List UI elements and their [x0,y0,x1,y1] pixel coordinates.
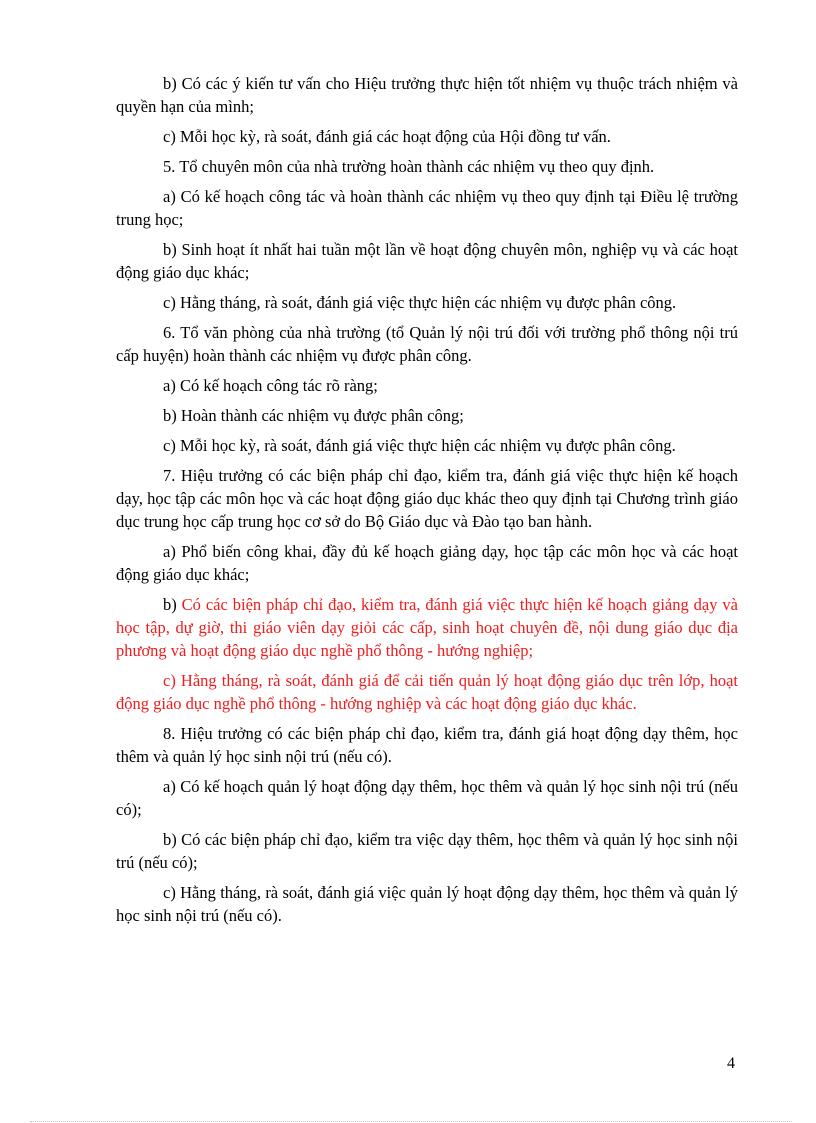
paragraph-8b: b) Có các biện pháp chỉ đạo, kiểm tra việc dạy thêm, học thêm và quản lý học sinh nội trú (nếu có); [116,830,738,872]
paragraph-6c: c) Mỗi học kỳ, rà soát, đánh giá việc thực hiện các nhiệm vụ được phân công. [163,436,676,455]
paragraph-7: 7. Hiệu trưởng có các biện pháp chỉ đạo, kiểm tra, đánh giá việc thực hiện kế hoạch dạy, học tập các môn học và các hoạt động giáo dục khác theo quy định tại Chương trình giáo dục trung học cấp trung học cơ sở do Bộ Giáo dục và Đào tạo ban hành. [116,466,738,531]
paragraph-8: 8. Hiệu trưởng có các biện pháp chỉ đạo, kiểm tra, đánh giá hoạt động dạy thêm, học thêm và quản lý học sinh nội trú (nếu có). [116,724,738,766]
paragraph-6: 6. Tổ văn phòng của nhà trường (tổ Quản lý nội trú đối với trường phổ thông nội trú cấp huyện) hoàn thành các nhiệm vụ được phân công. [116,323,738,365]
paragraph-5a: a) Có kế hoạch công tác và hoàn thành các nhiệm vụ theo quy định tại Điều lệ trường trung học; [116,187,738,229]
paragraph-7b [116,593,738,662]
paragraph-5c: c) Hằng tháng, rà soát, đánh giá việc thực hiện các nhiệm vụ được phân công. [163,293,677,312]
document-body [116,72,738,934]
paragraph-5b: b) Sinh hoạt ít nhất hai tuần một lần về hoạt động chuyên môn, nghiệp vụ và các hoạt động giáo dục khác; [116,240,738,282]
paragraph-8a: a) Có kế hoạch quản lý hoạt động dạy thêm, học thêm và quản lý học sinh nội trú (nếu có); [116,777,738,819]
paragraph-6b: b) Hoàn thành các nhiệm vụ được phân công; [163,406,464,425]
paragraph-7a: a) Phổ biến công khai, đầy đủ kế hoạch giảng dạy, học tập các môn học và các hoạt động giáo dục khác; [116,542,738,584]
paragraph-4c: c) Mỗi học kỳ, rà soát, đánh giá các hoạt động của Hội đồng tư vấn. [163,127,611,146]
paragraph-6a: a) Có kế hoạch công tác rõ ràng; [163,376,378,395]
page-number: 4 [727,1055,735,1072]
paragraph-8c: c) Hằng tháng, rà soát, đánh giá việc quản lý hoạt động dạy thêm, học thêm và quản lý học sinh nội trú (nếu có). [116,883,738,925]
paragraph-7b-prefix: b) [163,595,182,614]
paragraph-7b-highlight: Có các biện pháp chỉ đạo, kiểm tra, đánh giá việc thực hiện kế hoạch giảng dạy và học tập, dự giờ, thi giáo viên dạy giỏi các cấp, sinh hoạt chuyên đề, nội dung giáo dục địa phương và hoạt động giáo dục nghề phổ thông - hướng nghiệp; [116,595,738,660]
paragraph-7c: c) Hằng tháng, rà soát, đánh giá để cải tiến quản lý hoạt động giáo dục trên lớp, hoạt động giáo dục nghề phổ thông - hướng nghiệp và các hoạt động giáo dục khác. [116,671,738,713]
paragraph-5: 5. Tổ chuyên môn của nhà trường hoàn thành các nhiệm vụ theo quy định. [163,157,655,176]
paragraph-4b: b) Có các ý kiến tư vấn cho Hiệu trưởng thực hiện tốt nhiệm vụ thuộc trách nhiệm và quyền hạn của mình; [116,74,738,116]
page-bottom-divider [30,1121,792,1122]
